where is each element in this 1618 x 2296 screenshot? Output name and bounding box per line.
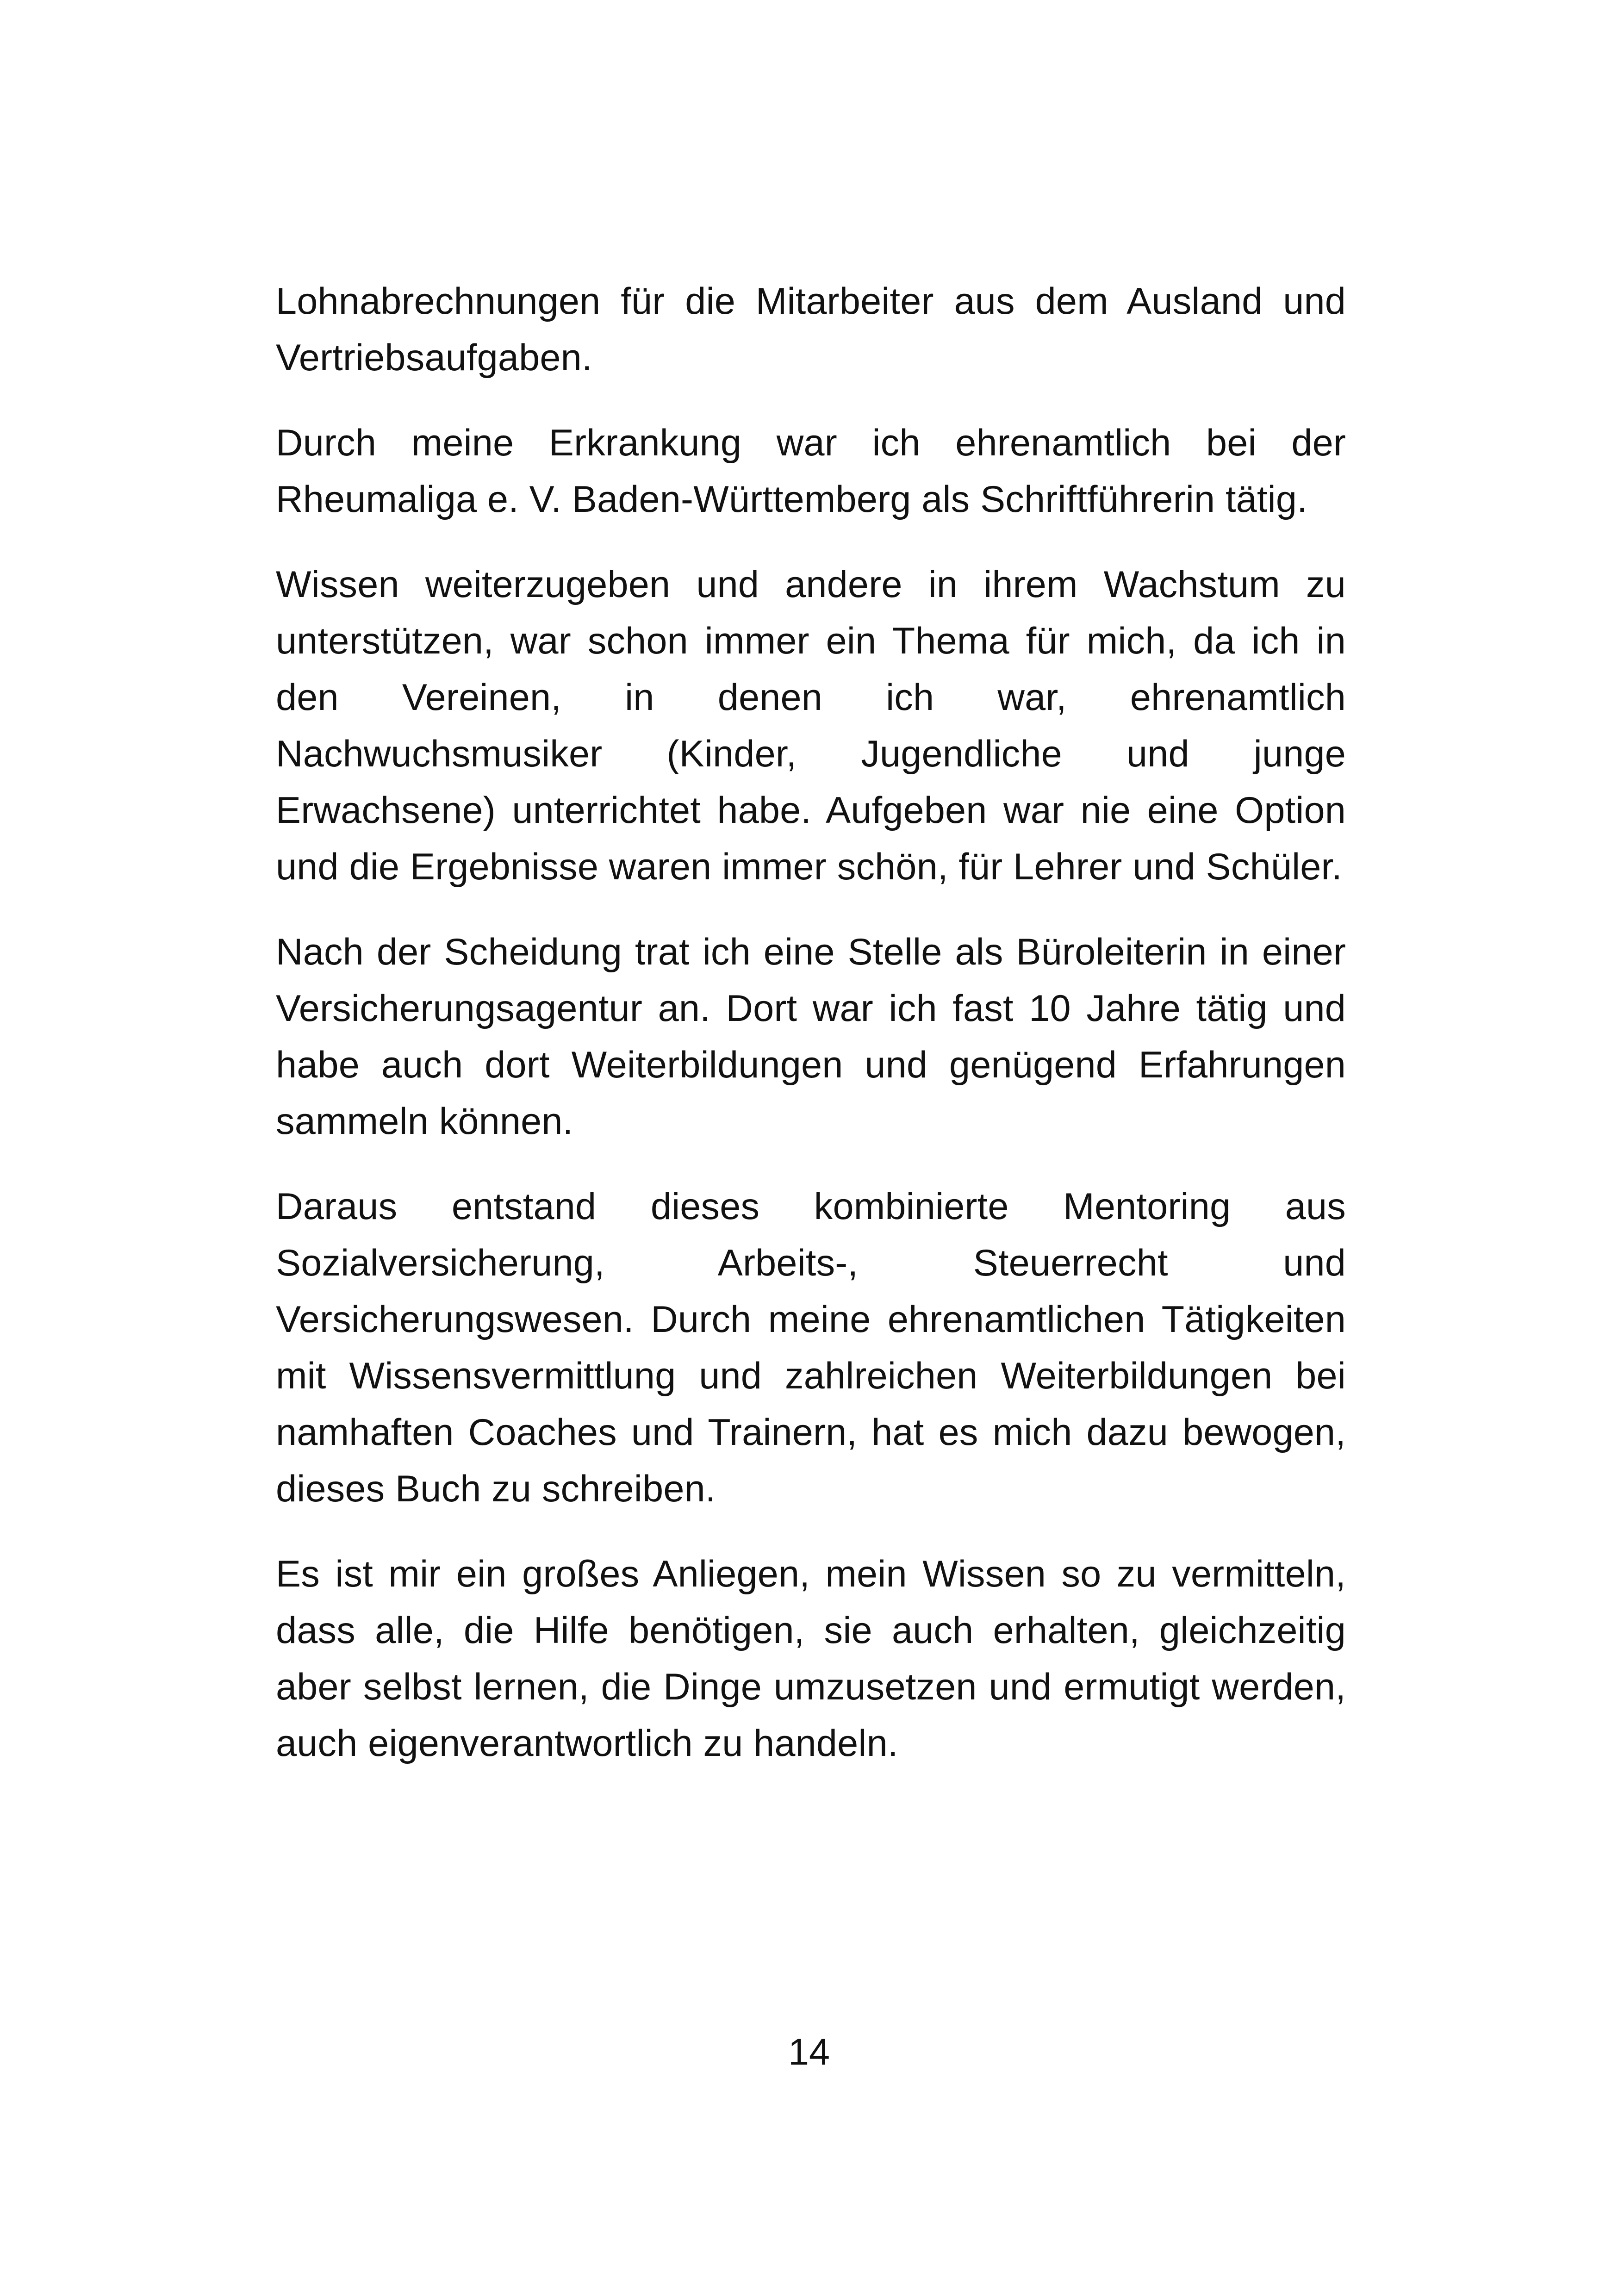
page-number: 14	[788, 2031, 830, 2073]
paragraph: Wissen weiterzugeben und andere in ihrem Wachstum zu unterstützen, war schon immer ein Thema für mich, da ich in den Vereinen, in denen ich war, ehrenamtlich Nachwuchsmusiker (Kinder, Jugendliche und junge Erwachsene) unterrichtet habe. Aufgeben war nie eine Option und die Ergebnisse waren immer schön, für Lehrer und Schüler.	[276, 564, 1346, 888]
paragraph: Es ist mir ein großes Anliegen, mein Wissen so zu vermitteln, dass alle, die Hilfe benötigen, sie auch erhalten, gleichzeitig aber selbst lernen, die Dinge umzusetzen und ermutigt werden, auch eigenverantwortlich zu handeln.	[276, 1553, 1346, 1764]
paragraph: Daraus entstand dieses kombinierte Mentoring aus Sozialversicherung, Arbeits-, Steuerrecht und Versicherungswesen. Durch meine ehrenamtlichen Tätigkeiten mit Wissensvermittlung und zahlreichen Weiterbildungen bei namhaften Coaches und Trainern, hat es mich dazu bewogen, dieses Buch zu schreiben.	[276, 1186, 1346, 1510]
paragraph: Nach der Scheidung trat ich eine Stelle als Büroleiterin in einer Versicherungsagentur an. Dort war ich fast 10 Jahre tätig und habe auch dort Weiterbildungen und genügend Erfahrungen sammeln können.	[276, 931, 1346, 1142]
paragraph: Durch meine Erkrankung war ich ehrenamtlich bei der Rheumaliga e. V. Baden-Württemberg als Schriftführerin tätig.	[276, 422, 1346, 520]
body-text	[276, 273, 1346, 1800]
paragraph: Lohnabrechnungen für die Mitarbeiter aus dem Ausland und Vertriebsaufgaben.	[276, 280, 1346, 379]
